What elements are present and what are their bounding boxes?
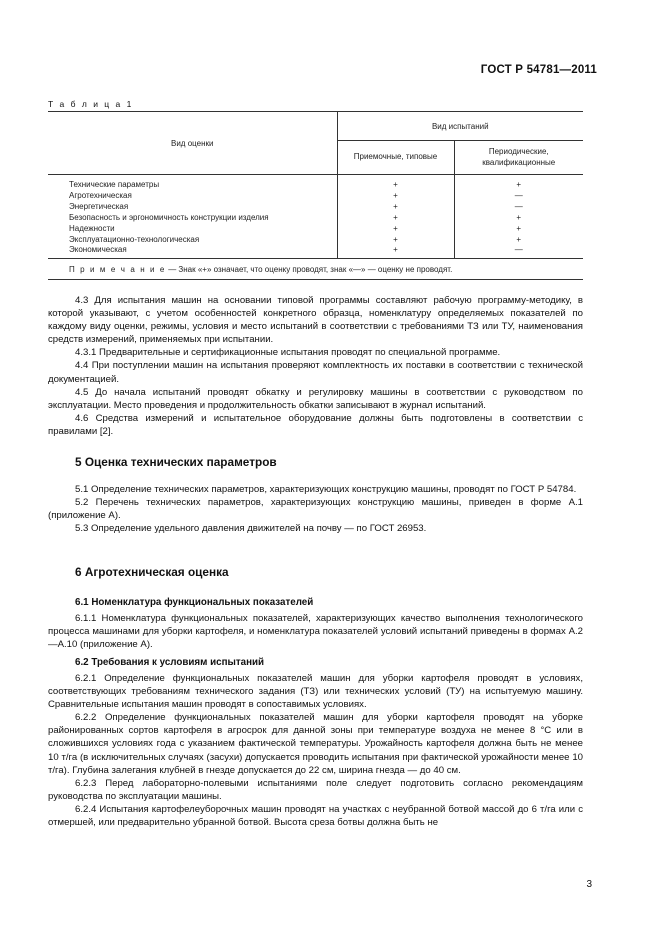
row-mark-acceptance: +: [337, 175, 454, 191]
table-row: [48, 191, 583, 202]
row-mark-periodic: +: [454, 175, 583, 191]
column-header-acceptance: Приемочные, типовые: [337, 141, 454, 175]
table-row: [48, 175, 583, 191]
paragraph-4-6: 4.6 Средства измерений и испытательное оборудование должны быть подготовлены в соответствии с правилами [2].: [48, 412, 583, 437]
section-5-body: [48, 483, 583, 535]
page-number: 3: [586, 879, 592, 890]
paragraph-4-3-1: 4.3.1 Предварительные и сертификационные испытания проводят по специальной программе.: [75, 347, 501, 359]
row-name: Безопасность и эргономичность конструкции изделия: [69, 212, 269, 222]
column-header-test-type: Вид испытаний: [337, 112, 583, 141]
note-label: П р и м е ч а н и е: [69, 264, 166, 274]
column-header-evaluation-type: Вид оценки: [48, 112, 337, 175]
subsection-6-2-heading: 6.2 Требования к условиям испытаний: [75, 657, 265, 668]
row-mark-periodic: —: [454, 245, 583, 258]
evaluation-table: [48, 111, 583, 280]
row-name: Надежности: [69, 223, 115, 233]
section-4-continuation: [48, 294, 583, 438]
row-mark-periodic: +: [454, 224, 583, 235]
paragraph-6-2-2: 6.2.2 Определение функциональных показателей машин для уборки картофеля проводят на уборке районированных сортов картофеля в агросрок для данной зоны при температуре воздуха не менее 8 °С или в сложившихся условиях года с указанием фактической температуры. Урожайность картофеля должна быть не менее 10 т/га (в исключительных случаях (засухи) допускается проводить испытания при фактической урожайности менее 10 т/га). Глубина залегания клубней в гнезде допускается до 22 см, ширина гнезда — до 40 см.: [48, 712, 583, 776]
document-id: ГОСТ Р 54781—2011: [480, 64, 597, 76]
table-row: [48, 224, 583, 235]
paragraph-6-2-1: 6.2.1 Определение функциональных показателей машин для уборки картофеля проводят в условиях, соответствующих требованиям технического задания (ТЗ) или технических условий (ТУ) на испытуемую машину. Сравнительные испытания машин проводят в сопоставимых условиях.: [48, 673, 583, 711]
table-row: [48, 213, 583, 224]
table-row: [48, 202, 583, 213]
row-mark-acceptance: +: [337, 235, 454, 246]
row-mark-acceptance: +: [337, 191, 454, 202]
row-mark-periodic: +: [454, 235, 583, 246]
row-mark-periodic: +: [454, 213, 583, 224]
row-mark-periodic: —: [454, 191, 583, 202]
table-caption: Т а б л и ц а 1: [48, 99, 134, 109]
row-name: Экономическая: [69, 245, 127, 255]
paragraph-5-1: 5.1 Определение технических параметров, характеризующих конструкцию машины, проводят по ГОСТ Р 54784.: [75, 484, 577, 495]
paragraph-5-2: 5.2 Перечень технических параметров, характеризующих конструкцию машины, приведен в форме А.1 (приложение А).: [48, 497, 583, 522]
paragraph-4-5: 4.5 До начала испытаний проводят обкатку и регулировку машины в соответствии с руководством по эксплуатации. Место проведения и продолжительность обкатки записывают в журнал испытаний.: [48, 386, 583, 411]
row-name: Агротехническая: [69, 190, 132, 200]
paragraph-6-2-4: 6.2.4 Испытания картофелеуборочных машин проводят на участках с неубранной ботвой массой до 6 т/га или с отмершей, или предварительно убранной ботвой. Высота среза ботвы должна быть не: [48, 803, 583, 829]
row-name: Технические параметры: [69, 180, 160, 189]
paragraph-4-4: 4.4 При поступлении машин на испытания проверяют комплектность их поставки в соответствии с технической документацией.: [48, 360, 583, 385]
column-header-periodic: Периодические, квалификационные: [454, 141, 583, 175]
subsection-6-1-body: [48, 612, 583, 651]
subsection-6-1-heading: 6.1 Номенклатура функциональных показателей: [75, 597, 314, 608]
row-mark-acceptance: +: [337, 202, 454, 213]
row-mark-acceptance: +: [337, 245, 454, 258]
section-5-heading: 5 Оценка технических параметров: [75, 455, 277, 469]
note-text: — Знак «+» означает, что оценку проводят, знак «—» — оценку не проводят.: [165, 264, 453, 274]
row-name: Энергетическая: [69, 201, 129, 211]
table-row: [48, 235, 583, 246]
row-name: Эксплуатационно-технологическая: [69, 234, 200, 244]
paragraph-6-2-3: 6.2.3 Перед лабораторно-полевыми испытаниями поле следует подготовить согласно рекомендациям руководства по эксплуатации машины.: [48, 777, 583, 802]
row-mark-acceptance: +: [337, 213, 454, 224]
paragraph-4-3: 4.3 Для испытания машин на основании типовой программы составляют рабочую программу-методику, в которой указывают, с учетом особенностей конкретного образца, номенклатуру определяемых показателей по каждому виду оценки, режимы, условия и место испытаний в соответствии с требованиями ТЗ или ТУ, наименования средств измерений, применяемых при испытании.: [48, 295, 583, 346]
subsection-6-2-body: [48, 672, 583, 829]
section-6-heading: 6 Агротехническая оценка: [75, 565, 229, 579]
paragraph-5-3: 5.3 Определение удельного давления движителей на почву — по ГОСТ 26953.: [75, 523, 427, 535]
paragraph-6-1-1: 6.1.1 Номенклатура функциональных показателей, характеризующих качество выполнения технологического процесса машинами для уборки картофеля, и номенклатура показателей условий испытаний приведены в формах А.2—А.10 (приложение А).: [48, 613, 583, 651]
row-mark-acceptance: +: [337, 224, 454, 235]
table-note: [48, 259, 583, 280]
row-mark-periodic: —: [454, 202, 583, 213]
table-row: [48, 245, 583, 258]
